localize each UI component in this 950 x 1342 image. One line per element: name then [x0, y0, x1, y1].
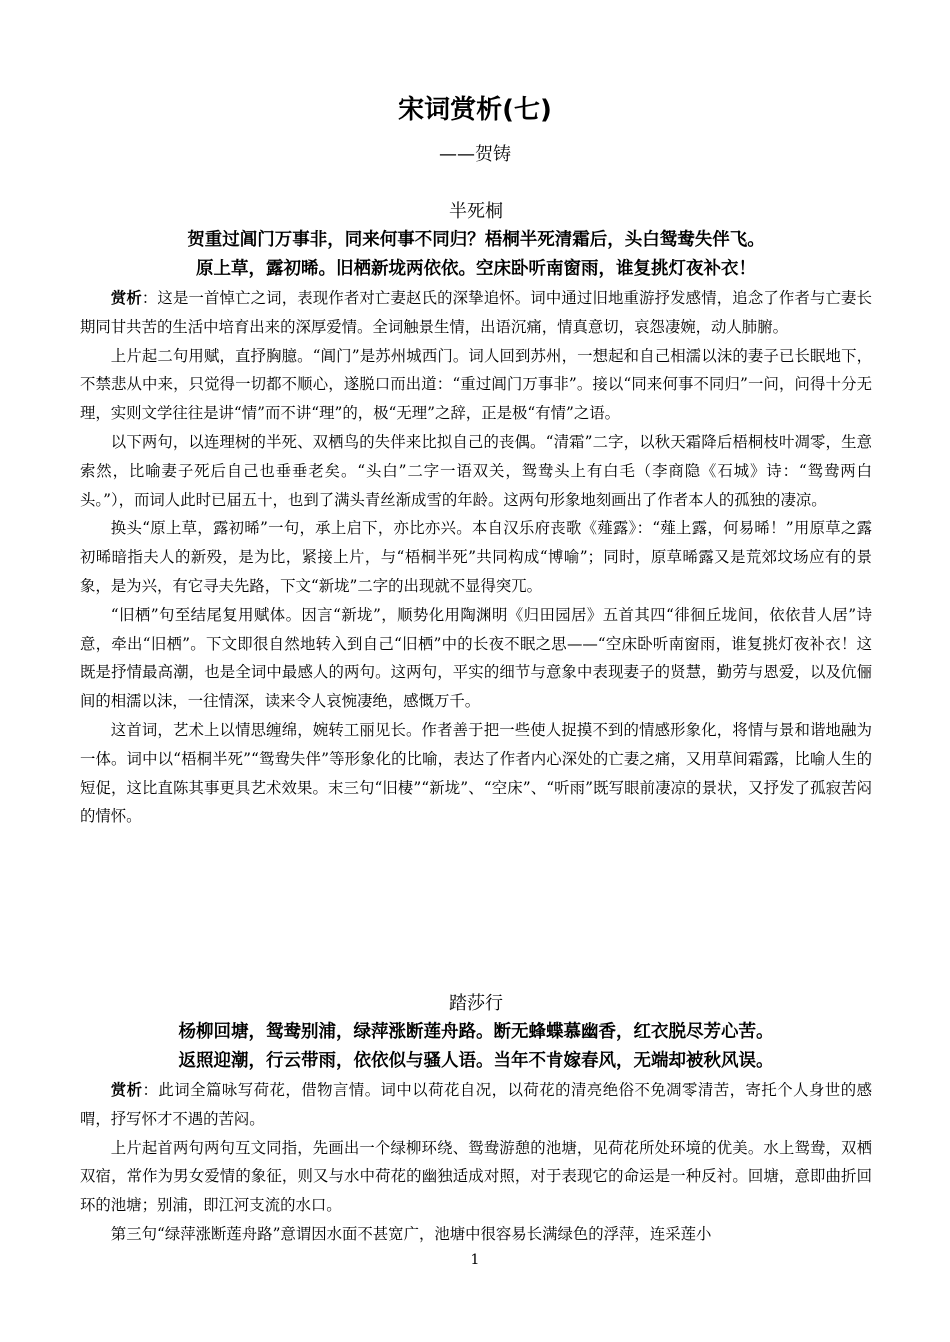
analysis-paragraph: 上片起首两句两句互文同指，先画出一个绿柳环绕、鸳鸯游憩的池塘，见荷花所处环境的优美。水上鸳鸯，双栖双宿，常作为男女爱情的象征，则又与水中荷花的幽独适成对照，对于表现它的命运是一种反衬。回塘，意即曲折回环的池塘；别浦，即江河支流的水口。	[80, 1138, 872, 1215]
analysis-paragraph: 这首词，艺术上以情思缠绵，婉转工丽见长。作者善于把一些使人捉摸不到的情感形象化，将情与景和谐地融为一体。词中以“梧桐半死”“鸳鸯失伴”等形象化的比喻，表达了作者内心深处的亡妻之痛，又用草间霜露，比喻人生的短促，这比直陈其事更具艺术效果。末三句“旧棲”“新垅”、“空床”、“听雨”既写眼前凄凉的景状，又抒发了孤寂苦闷的情怀。	[80, 720, 872, 826]
analysis-paragraph: “旧栖”句至结尾复用赋体。因言“新垅”，顺势化用陶渊明《归田园居》五首其四“徘徊丘垅间，依依昔人居”诗意，牵出“旧栖”。下文即很自然地转入到自己“旧栖”中的长夜不眠之思——“空床卧听南窗雨，谁复挑灯夜补衣！这既是抒情最高潮，也是全词中最感人的两句。这两句，平实的细节与意象中表现妻子的贤慧，勤劳与恩爱，以及伉俪间的相濡以沫，一往情深，读来令人哀惋凄绝，感慨万千。	[80, 605, 872, 711]
document-title: 宋词赏析(七)	[398, 95, 552, 125]
poem-line: 贺重过阊门万事非，同来何事不同归？梧桐半死清霜后，头白鸳鸯失伴飞。	[187, 230, 765, 250]
page-number: 1	[470, 1252, 480, 1268]
poem-line: 原上草，露初晞。旧栖新垅两依依。空床卧听南窗雨，谁复挑灯夜补衣！	[196, 259, 756, 279]
analysis-paragraph: 换头“原上草，露初晞”一句，承上启下，亦比亦兴。本自汉乐府丧歌《薤露》：“薤上露，何易晞！”用原草之露初晞暗指夫人的新殁，是为比，紧接上片，与“梧桐半死”共同构成“博喻”；同时，原草晞露又是荒郊坟场应有的景象，是为兴，有它寻夫先路，下文“新垅”二字的出现就不显得突兀。	[80, 519, 872, 595]
document-author: ——贺铸	[439, 144, 511, 165]
analysis-paragraph: 上片起二句用赋，直抒胸臆。“阊门”是苏州城西门。词人回到苏州，一想起和自己相濡以沫的妻子已长眠地下，不禁悲从中来，只觉得一切都不顺心，遂脱口而出道：“重过阊门万事非”。接以“同来何事不同归”一问，问得十分无理，实则文学往往是讲“情”而不讲“理”的，极“无理”之辞，正是极“有情”之语。	[80, 346, 872, 423]
poem-section-1	[80, 198, 872, 831]
poem-title: 踏莎行	[449, 993, 503, 1014]
poem-title: 半死桐	[449, 201, 503, 222]
commentary-text: ：此词全篇咏写荷花，借物言情。词中以荷花自况，以荷花的清亮绝俗不免凋零清苦，寄托个人身世的感喟，抒写怀才不遇的苦闷。	[80, 1081, 872, 1128]
commentary-paragraph	[80, 1076, 872, 1134]
commentary-label: 赏析	[110, 1081, 143, 1099]
analysis-paragraph: 第三句“绿萍涨断莲舟路”意谓因水面不甚宽广，池塘中很容易长满绿色的浮萍，连采莲小	[110, 1224, 712, 1243]
commentary-label: 赏析	[110, 289, 142, 307]
commentary-text: ：这是一首悼亡之词，表现作者对亡妻赵氏的深挚追怀。词中通过旧地重游抒发感情，追念了作者与亡妻长期同甘共苦的生活中培育出来的深厚爱情。全词触景生情，出语沉痛，情真意切，哀怨凄婉，动人肺腑。	[80, 289, 872, 336]
poem-line: 杨柳回塘，鸳鸯别浦，绿萍涨断莲舟路。断无蜂蝶慕幽香，红衣脱尽芳心苦。	[178, 1022, 774, 1042]
analysis-paragraph: 以下两句，以连理树的半死、双栖鸟的失伴来比拟自己的丧偶。“清霜”二字，以秋天霜降后梧桐枝叶凋零，生意索然，比喻妻子死后自己也垂垂老矣。“头白”二字一语双关，鸳鸯头上有白毛（李商隐《石城》诗：“鸳鸯两白头。”），而词人此时已届五十，也到了满头青丝渐成雪的年龄。这两句形象地刻画出了作者本人的孤独的凄凉。	[80, 432, 872, 509]
poem-line: 返照迎潮，行云带雨，依依似与骚人语。当年不肯嫁春风，无端却被秋风误。	[178, 1051, 774, 1071]
commentary-paragraph	[80, 284, 872, 342]
poem-section-2	[80, 990, 872, 1249]
